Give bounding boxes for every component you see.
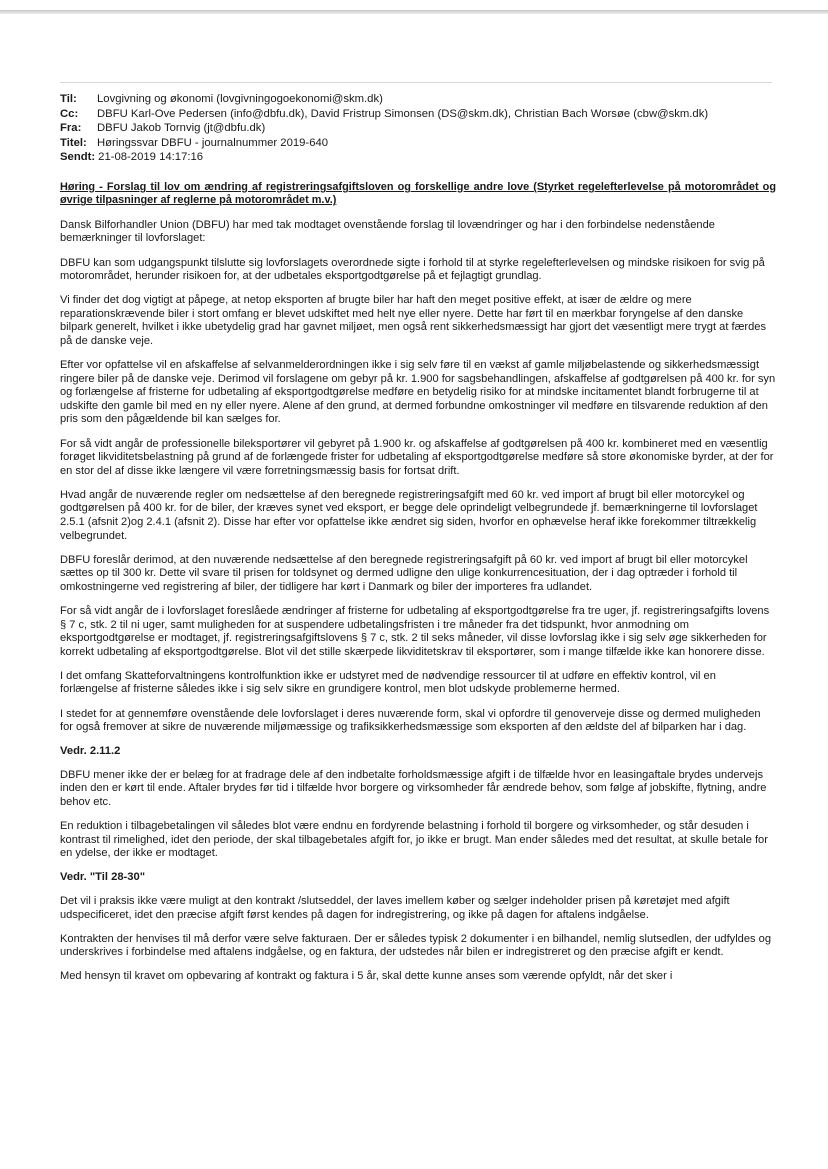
paragraph: Efter vor opfattelse vil en afskaffelse af selvanmelderordningen ikke i sig selv føre til en vækst af gamle miljøbelastende og sikkerhedsmæssigt ringere biler på de danske veje. Derimod vil forslagene om gebyr på kr. 1.900 for sagsbehandlingen, afskaffelse af godtgørelsen på 400 kr. for syn og forlængelse af fristerne for udbetaling af eksportgodtgørelse medføre en betydelig risiko for at mindske incitamentet blandt forbrugerne til at udskifte den gamle bil med en ny eller nyere. Alene af den grund, at dermed forbundne omkostninger vil medføre en tilsvarende reduktion af den pris som den pågældende bil kan sælges for. [60,359,776,426]
paragraph: Det vil i praksis ikke være muligt at den kontrakt /slutseddel, der laves imellem køber og sælger indeholder prisen på køretøjet med afgift udspecificeret, idet den præcise afgift først kendes på dagen for indregistrering, og ikke på dagen for aftalens indgåelse. [60,894,730,921]
paragraph: I stedet for at gennemføre ovenstående dele lovforslaget i deres nuværende form, skal vi opfordre til genoverveje disse og dermed muligheden for også fremover at sikre de nuværende miljømæssige og trafiksikkerhedsmæssige som eksporten af den ældste del af bilparken har i dag. [60,707,761,734]
title-value: Høringssvar DBFU - journalnummer 2019-640 [97,136,329,149]
email-header [60,92,780,165]
letter-body [60,181,776,994]
cc-label: Cc: [60,107,79,120]
paragraph: For så vidt angår de professionelle bileksportører vil gebyret på 1.900 kr. og afskaffelse af godtgørelsen på 400 kr. kombineret med en væsentlig forøget likviditetsbelastning på grund af de forlængede frister for udbetaling af eksportgodtgørelse medføre så store økonomiske byrder, at der for en stor del af disse ikke længere vil være forretningsmæssig basis for fortsat drift. [60,437,774,477]
section-heading-2-11-2: Vedr. 2.11.2 [60,745,121,758]
paragraph: I det omfang Skatteforvaltningens kontrolfunktion ikke er udstyret med de nødvendige ressourcer til at udføre en effektiv kontrol, vil en forlængelse af fristerne således ikke i sig selv sikre en grundigere kontrol, men blot udskyde problemerne hermed. [60,669,716,696]
section-heading-til-28-30: Vedr. "Til 28-30" [60,871,146,884]
cc-row [60,107,780,122]
title-row [60,136,780,151]
sent-value: 21-08-2019 14:17:16 [98,151,204,164]
from-row [60,121,780,136]
paragraph: Dansk Bilforhandler Union (DBFU) har med tak modtaget ovenstående forslag til lovændringer og har i den forbindelse nedenstående bemærkninger til lovforslaget: [60,218,715,245]
paragraph: En reduktion i tilbagebetalingen vil således blot være endnu en fordyrende belastning i forhold til borgere og virksomheder, og står desuden i kontrast til rimelighed, idet den periode, der skal tilbagebetales afgift for, jo ikke er brugt. Man ender således med det resultat, at skulle betale for en ydelse, der ikke er modtaget. [60,820,768,860]
subject-line: Høring - Forslag til lov om ændring af registreringsafgiftsloven og forskellige andre love (Styrket regelefterlevelse på motorområdet og øvrige tilpasninger af reglerne på motorområdet m.v.) [60,181,776,207]
to-value: Lovgivning og økonomi (lovgivningogoekonomi@skm.dk) [97,93,383,105]
header-separator [60,82,772,83]
paragraph: For så vidt angår de i lovforslaget foreslåede ændringer af fristerne for udbetaling af eksportgodtgørelse fra tre uger, jf. registreringsafgifts lovens § 7 c, stk. 2 til ni uger, samt muligheden for at suspendere udbetalingsfristen i tre måneder fra det tidspunkt, hvor anmodning om eksportgodtgørelse er modtaget, jf. registreringsafgiftslovens § 7 c, stk. 2 til seks måneder, vil disse lovforslag ikke i sig selv øge sikkerheden for korrekt udbetaling af eksportgodtgørelse. Blot vil det stille skærpede likviditetskrav til eksportører, som i mange tilfælde ikke kan honorere disse. [60,604,770,658]
from-label: Fra: [60,122,82,135]
paragraph: DBFU mener ikke der er belæg for at fradrage dele af den indbetalte forholdsmæssige afgift i de tilfælde hvor en leasingaftale brydes undervejs inden den er kørt til ende. Aftaler brydes før tid i tilfælde hvor borgere og virksomheder får ændrede behov, som følge af jobskifte, flytning, andre behov etc. [60,768,767,808]
cc-value: DBFU Karl-Ove Pedersen (info@dbfu.dk), David Fristrup Simonsen (DS@skm.dk), Christian Bach Worsøe (cbw@skm.dk) [97,107,709,120]
from-value: DBFU Jakob Tornvig (jt@dbfu.dk) [97,122,266,135]
paragraph: Hvad angår de nuværende regler om nedsættelse af den beregnede registreringsafgift med 60 kr. ved import af brugt bil eller motorcykel og godtgørelsen på 400 kr. for de biler, der kræves synet ved eksport, er begge dele oprindeligt velbegrundede jf. bemærkningerne til lovforslaget 2.5.1 (afsnit 2)og 2.4.1 (afsnit 2). Disse har efter vor opfattelse ikke ændret sig siden, hvorfor en ophævelse heraf ikke forekommer tiltrækkelig velbegrundet. [60,488,758,542]
paragraph: DBFU foreslår derimod, at den nuværende nedsættelse af den beregnede registreringsafgift på 60 kr. ved import af brugt bil eller motorcykel sættes op til 300 kr. Dette vil svare til prisen for toldsynet og dermed udligne den ulige konkurrencesituation, der i dag optræder i forhold til omkostningerne ved registrering af biler, der tidligere har kørt i Danmark og biler der importeres fra udlandet. [60,553,748,593]
sent-label: Sendt: [60,151,96,164]
paragraph: Med hensyn til kravet om opbevaring af kontrakt og faktura i 5 år, skal dette kunne anses som værende opfyldt, når det sker i [60,970,673,983]
paragraph: Kontrakten der henvises til må derfor være selve fakturaen. Der er således typisk 2 dokumenter i en bilhandel, nemlig slutsedlen, der udfyldes og underskrives i forbindelse med aftalens indgåelse, og en faktura, der udstedes når bilen er indregistreret og den præcise afgift er kendt. [60,932,771,959]
to-row [60,92,780,107]
top-page-rule [0,10,828,14]
paragraph: DBFU kan som udgangspunkt tilslutte sig lovforslagets overordnede sigte i forhold til at styrke regelefterlevelsen og mindske risikoen for svig på motorområdet, herunder risikoen for, at der udbetales eksportgodtgørelse på et fejlagtigt grundlag. [60,256,765,283]
title-label: Titel: [60,136,87,149]
sent-row [60,150,780,165]
to-label: Til: [60,93,77,105]
paragraph: Vi finder det dog vigtigt at påpege, at netop eksporten af brugte biler har haft den meget positive effekt, at især de ældre og mere reparationskrævende biler i stort omfang er blevet udskiftet med helt nye eller nyere. Dette har ført til en mærkbar foryngelse af den danske bilpark generelt, hvilket i ikke ubetydelig grad har gavnet miljøet, men også rent sikkerhedsmæssigt har gjort det væsentligt mere trygt at færdes på de danske veje. [60,294,767,347]
